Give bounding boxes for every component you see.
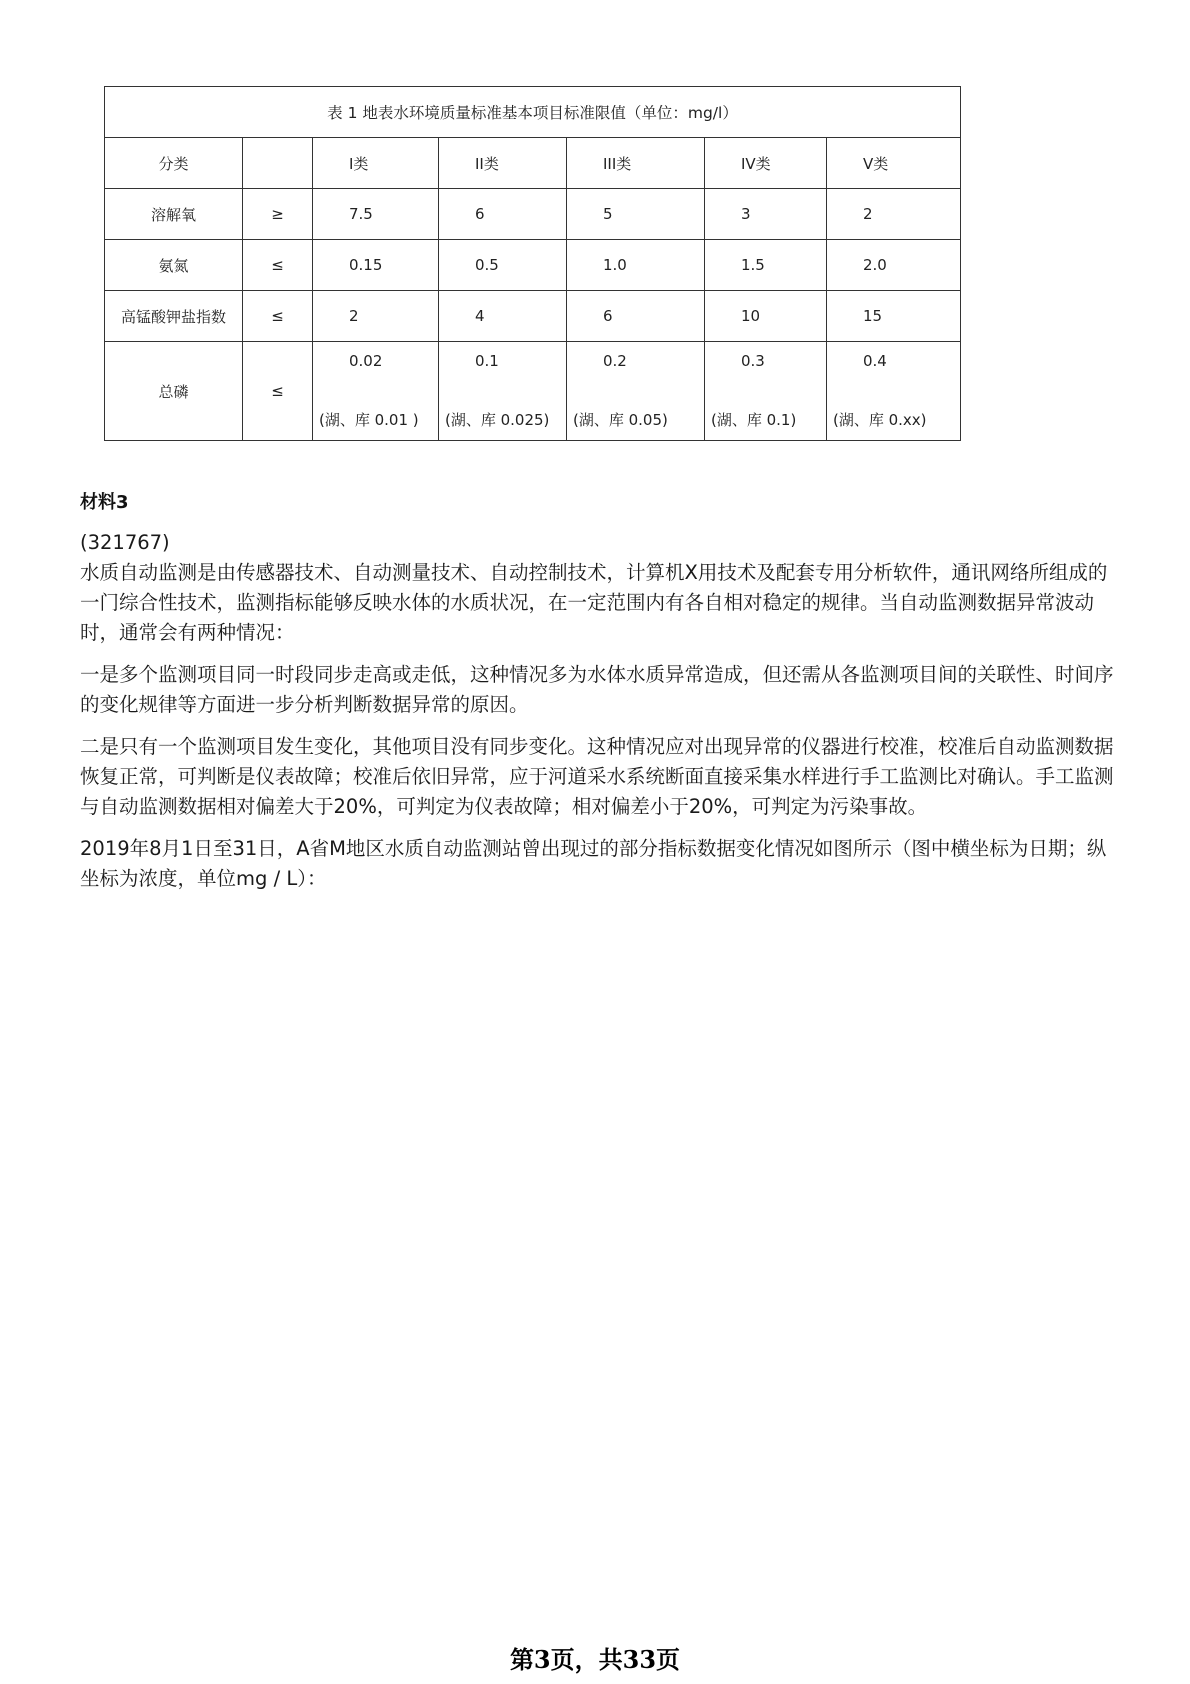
cell-value: 0.1 [475,352,499,370]
table-cell [827,342,961,441]
table-cell: 15 [827,291,961,342]
header-cell: 分类 [105,138,243,189]
question-code: (321767) [80,531,170,554]
paragraph: 二是只有一个监测项目发生变化，其他项目没有同步变化。这种情况应对出现异常的仪器进行校准，校准后自动监测数据恢复正常，可判断是仪表故障；校准后依旧异常，应于河道采水系统断面直接采集水样进行手工监测比对确认。手工监测与自动监测数据相对偏差大于20%，可判定为仪表故障；相对偏差小于20%，可判定为污染事故。 [80,735,1114,818]
table-row-total-phosphorus [105,342,961,441]
cell-note: (湖、库 0.01 ) [319,411,419,429]
row-name: 高锰酸钾盐指数 [105,291,243,342]
table-cell [439,342,567,441]
table-cell: 0.5 [439,240,567,291]
header-cell: I类 [313,138,439,189]
row-operator: ≤ [243,342,313,441]
table-cell: 1.0 [567,240,705,291]
row-name: 氨氮 [105,240,243,291]
table-cell [313,342,439,441]
table-cell [705,342,827,441]
material-title: 材料3 [80,492,129,513]
header-cell: III类 [567,138,705,189]
table-cell: 7.5 [313,189,439,240]
cell-note: (湖、库 0.xx) [833,411,927,429]
cell-note: (湖、库 0.05) [573,411,668,429]
header-cell: V类 [827,138,961,189]
table-cell: 0.15 [313,240,439,291]
standard-limits-table [104,86,961,441]
table-cell: 4 [439,291,567,342]
table-row [105,240,961,291]
cell-note: (湖、库 0.025) [445,411,550,429]
table-row [105,291,961,342]
cell-value: 0.3 [741,352,765,370]
table-cell: 6 [439,189,567,240]
standard-limits-table-wrap [104,86,960,441]
table-header-row [105,138,961,189]
table-cell: 2 [827,189,961,240]
table-row [105,189,961,240]
cell-value: 0.4 [863,352,887,370]
row-operator: ≤ [243,240,313,291]
paragraph: 一是多个监测项目同一时段同步走高或走低，这种情况多为水体水质异常造成，但还需从各监测项目间的关联性、时间序的变化规律等方面进一步分析判断数据异常的原因。 [80,663,1114,716]
table-cell: 2 [313,291,439,342]
paragraph: 2019年8月1日至31日，A省M地区水质自动监测站曾出现过的部分指标数据变化情况如图所示（图中横坐标为日期；纵坐标为浓度，单位mg / L）： [80,837,1107,890]
cell-note: (湖、库 0.1) [711,411,797,429]
table-cell: 2.0 [827,240,961,291]
table-cell: 10 [705,291,827,342]
table-cell: 6 [567,291,705,342]
material-body [80,528,1120,906]
table-cell [567,342,705,441]
page-number-footer: 第3页，共33页 [509,1645,681,1674]
cell-value: 0.02 [349,352,383,370]
table-cell: 3 [705,189,827,240]
header-cell [243,138,313,189]
paragraph: 水质自动监测是由传感器技术、自动测量技术、自动控制技术，计算机X用技术及配套专用分析软件，通讯网络所组成的一门综合性技术，监测指标能够反映水体的水质状况，在一定范围内有各自相对稳定的规律。当自动监测数据异常波动时，通常会有两种情况： [80,561,1108,644]
header-cell: II类 [439,138,567,189]
table-cell: 1.5 [705,240,827,291]
header-cell: IV类 [705,138,827,189]
row-operator: ≥ [243,189,313,240]
row-name: 溶解氧 [105,189,243,240]
table-cell: 5 [567,189,705,240]
table-caption: 表 1 地表水环境质量标准基本项目标准限值（单位：mg/l） [105,87,961,138]
cell-value: 0.2 [603,352,627,370]
row-operator: ≤ [243,291,313,342]
row-name: 总磷 [105,342,243,441]
